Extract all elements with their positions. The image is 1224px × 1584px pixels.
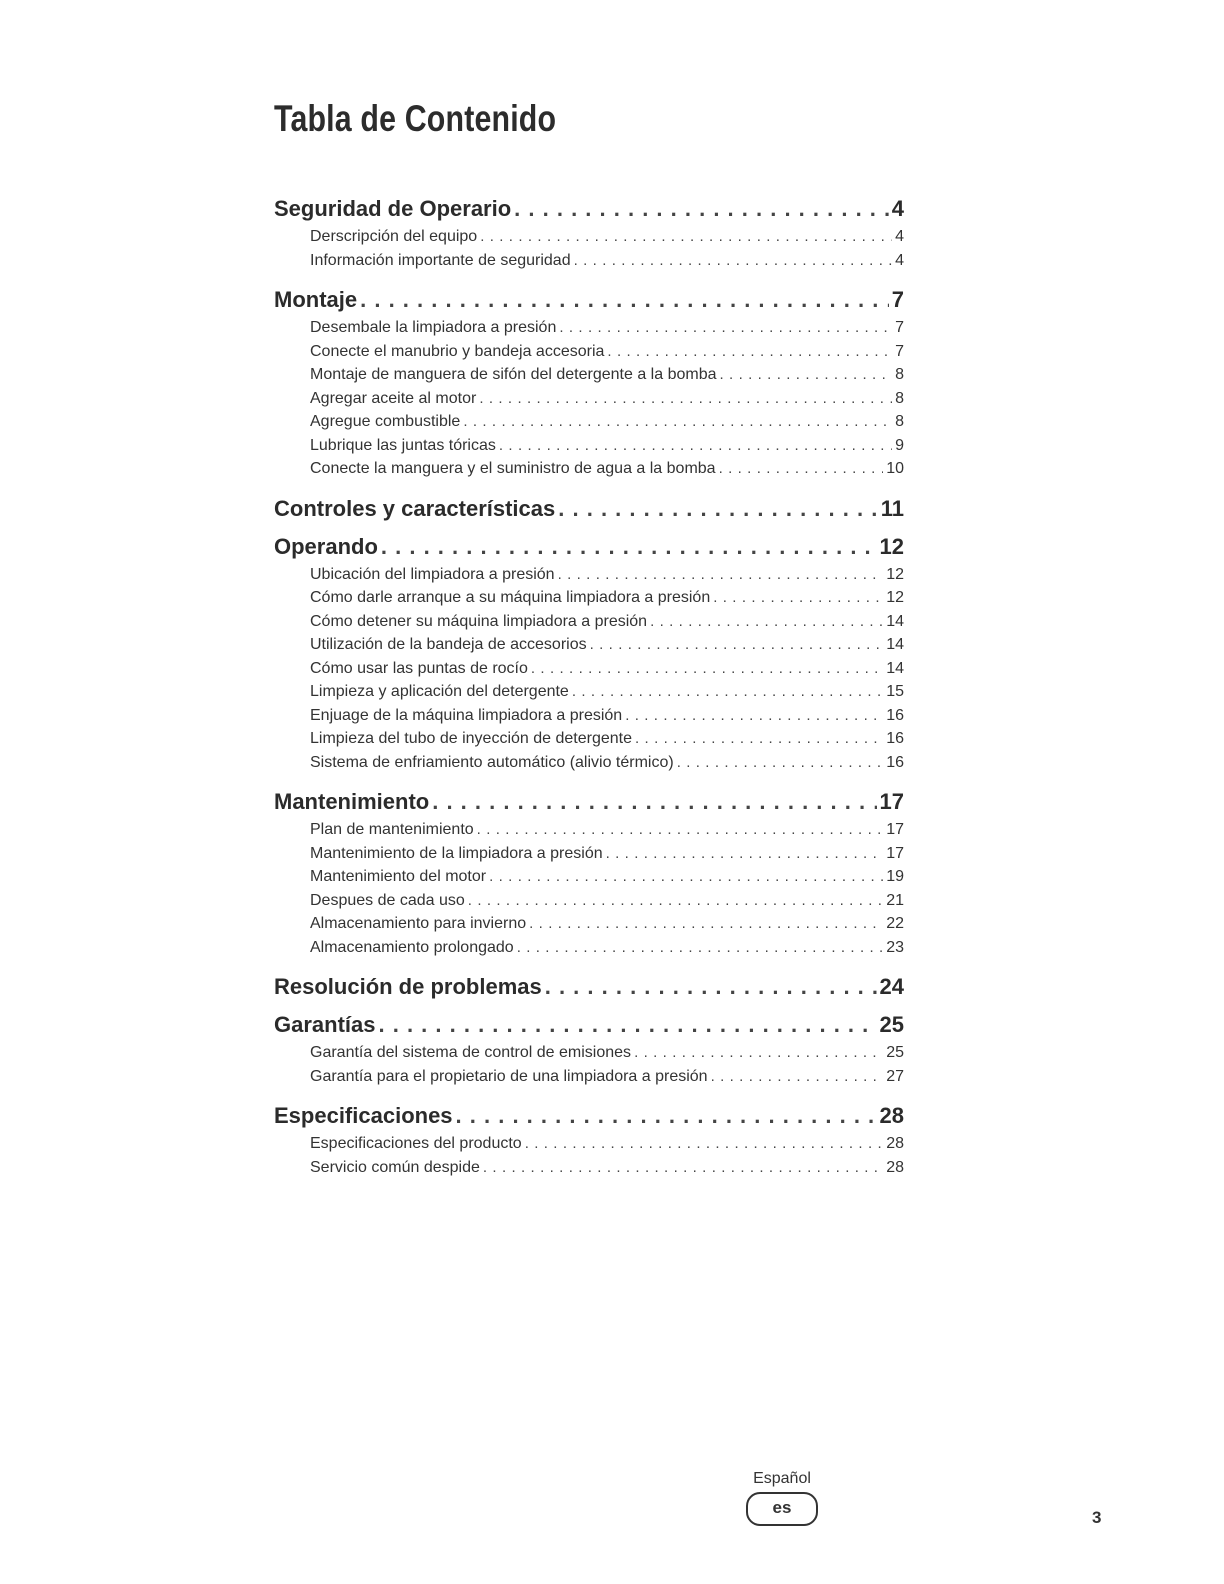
toc-item-label: Servicio común despide: [310, 1158, 480, 1176]
dot-leader: [650, 613, 883, 630]
toc-item-page: 4: [895, 251, 904, 269]
dot-leader: [559, 319, 892, 336]
toc-item-page: 12: [886, 589, 904, 606]
toc-item-label: Mantenimiento de la limpiadora a presión: [310, 844, 603, 862]
dot-leader: [635, 730, 883, 747]
dot-leader: [489, 868, 883, 885]
toc-item-label: Despues de cada uso: [310, 891, 465, 909]
toc-item-page: 7: [895, 319, 904, 336]
toc-item[interactable]: [274, 868, 904, 892]
dot-leader: [713, 589, 883, 606]
toc-item[interactable]: [274, 845, 904, 869]
toc-item-page: 12: [886, 565, 904, 583]
toc-item-page: 9: [895, 436, 904, 454]
toc-section-page: 24: [879, 974, 904, 999]
toc-item[interactable]: [274, 343, 904, 367]
toc-item-page: 17: [886, 821, 904, 838]
toc-item-page: 27: [886, 1067, 904, 1085]
toc-section-entry[interactable]: [274, 534, 904, 566]
toc-item-label: Limpieza y aplicación del detergente: [310, 683, 569, 700]
toc-item-label: Cómo detener su máquina limpiadora a presión: [310, 612, 648, 630]
dot-leader: [525, 1135, 884, 1152]
toc-item[interactable]: [274, 437, 904, 461]
dot-leader: [574, 252, 893, 269]
toc-item-page: 25: [886, 1044, 904, 1061]
toc-section: [274, 196, 904, 275]
dot-leader: [529, 915, 883, 932]
toc-item-page: 14: [886, 612, 904, 630]
toc-section-page: 12: [879, 533, 904, 559]
toc-item[interactable]: [274, 707, 904, 731]
toc-item-page: 16: [886, 753, 904, 771]
dot-leader: [379, 1012, 877, 1038]
toc-item-label: Sistema de enfriamiento automático (alivio térmico): [310, 753, 674, 771]
dot-leader: [477, 821, 884, 838]
toc-item-page: 7: [895, 342, 904, 360]
dot-leader: [572, 683, 883, 700]
toc-section: [274, 1103, 904, 1182]
toc-item-page: 22: [886, 915, 904, 932]
toc-section: [274, 789, 904, 962]
toc-section-title: Especificaciones: [274, 1103, 453, 1128]
toc-section-page: 28: [879, 1103, 904, 1128]
toc-item[interactable]: [274, 252, 904, 276]
toc-item-label: Cómo usar las puntas de rocío: [310, 659, 528, 677]
toc-section-page: 7: [891, 287, 904, 312]
toc-item-page: 8: [895, 366, 904, 383]
dot-leader: [545, 974, 877, 1000]
page-number: 3: [1092, 1508, 1102, 1527]
toc-item-page: 8: [895, 413, 904, 430]
toc-section-title: Montaje: [274, 287, 358, 312]
toc-item-label: Desembale la limpiadora a presión: [310, 319, 557, 336]
toc-item[interactable]: [274, 228, 904, 252]
toc-section-title: Resolución de problemas: [274, 974, 542, 999]
dot-leader: [517, 939, 884, 956]
toc-item-label: Agregue combustible: [310, 413, 461, 430]
toc-item-page: 28: [886, 1135, 904, 1152]
toc-item-label: Conecte el manubrio y bandeja accesoria: [310, 342, 605, 360]
toc-item-page: 14: [886, 636, 904, 653]
toc-section-page: 25: [879, 1012, 904, 1037]
toc-item-page: 10: [886, 460, 904, 477]
dot-leader: [711, 1068, 884, 1085]
toc-item-label: Montaje de manguera de sifón del detergente a la bomba: [310, 366, 717, 383]
toc-item[interactable]: [274, 892, 904, 916]
toc-item-page: 14: [886, 659, 904, 677]
toc-item-label: Especificaciones del producto: [310, 1135, 522, 1152]
toc-item[interactable]: [274, 1159, 904, 1183]
toc-section-page: 4: [891, 196, 904, 221]
toc-item[interactable]: [274, 390, 904, 414]
toc-item-page: 17: [886, 844, 904, 862]
toc-item[interactable]: [274, 1135, 904, 1159]
toc-item[interactable]: [274, 589, 904, 613]
toc-section-entry[interactable]: [274, 1012, 904, 1044]
toc-section-entry[interactable]: [274, 496, 904, 528]
dot-leader: [719, 460, 884, 477]
dot-leader: [558, 496, 877, 522]
dot-leader: [360, 287, 889, 313]
toc-section-entry[interactable]: [274, 287, 904, 319]
toc-item[interactable]: [274, 319, 904, 343]
dot-leader: [432, 789, 876, 815]
toc-item-label: Utilización de la bandeja de accesorios: [310, 636, 587, 653]
toc-item-page: 15: [886, 683, 904, 700]
toc-item-page: 16: [886, 730, 904, 747]
toc-item[interactable]: [274, 821, 904, 845]
dot-leader: [606, 845, 884, 862]
dot-leader: [634, 1044, 883, 1061]
toc-item[interactable]: [274, 413, 904, 437]
toc-item-label: Información importante de seguridad: [310, 251, 571, 269]
toc-item-page: 4: [895, 228, 904, 245]
dot-leader: [531, 660, 883, 677]
dot-leader: [480, 228, 892, 245]
toc-section-page: 11: [880, 495, 904, 521]
language-label: Español: [753, 1470, 811, 1487]
dot-leader: [479, 390, 892, 407]
toc-section-page: 17: [879, 789, 904, 814]
toc-section: [274, 534, 904, 778]
toc-section: [274, 974, 904, 1006]
toc-section-title: Controles y características: [274, 495, 556, 521]
toc-section: [274, 496, 904, 528]
dot-leader: [381, 534, 877, 560]
toc-item[interactable]: [274, 1068, 904, 1092]
dot-leader: [590, 636, 884, 653]
toc-section-title: Seguridad de Operario: [274, 196, 512, 221]
dot-leader: [463, 413, 892, 430]
dot-leader: [625, 707, 883, 724]
toc-item-label: Enjuage de la máquina limpiadora a presión: [310, 706, 623, 724]
toc-item[interactable]: [274, 613, 904, 637]
toc-section-title: Garantías: [274, 1012, 376, 1037]
toc-item[interactable]: [274, 660, 904, 684]
dot-leader: [456, 1103, 877, 1129]
toc-item-label: Cómo darle arranque a su máquina limpiadora a presión: [310, 589, 711, 606]
toc-item-page: 21: [886, 891, 904, 909]
dot-leader: [483, 1159, 883, 1176]
toc-item[interactable]: [274, 366, 904, 390]
page-title: Tabla de Contenido: [274, 98, 557, 139]
toc-item-label: Lubrique las juntas tóricas: [310, 436, 496, 454]
toc-item-label: Conecte la manguera y el suministro de agua a la bomba: [310, 460, 716, 477]
dot-leader: [468, 892, 883, 909]
toc-section-entry[interactable]: [274, 196, 904, 228]
toc-item[interactable]: [274, 566, 904, 590]
toc-section-entry[interactable]: [274, 1103, 904, 1135]
dot-leader: [677, 754, 884, 771]
table-of-contents: [274, 196, 904, 1194]
toc-section-title: Operando: [274, 533, 378, 559]
dot-leader: [499, 437, 892, 454]
toc-item-label: Plan de mantenimiento: [310, 821, 474, 838]
language-badge: es: [746, 1492, 818, 1526]
toc-item-page: 23: [886, 938, 904, 956]
dot-leader: [558, 566, 884, 583]
toc-item[interactable]: [274, 1044, 904, 1068]
toc-section-title: Mantenimiento: [274, 789, 430, 814]
toc-item-page: 19: [886, 868, 904, 885]
dot-leader: [607, 343, 892, 360]
toc-section: [274, 287, 904, 484]
toc-item-label: Garantía para el propietario de una limpiadora a presión: [310, 1067, 708, 1085]
toc-section: [274, 1012, 904, 1091]
toc-item[interactable]: [274, 636, 904, 660]
toc-item-label: Garantía del sistema de control de emisiones: [310, 1044, 632, 1061]
toc-item-label: Ubicación del limpiadora a presión: [310, 565, 555, 583]
toc-section-entry[interactable]: [274, 974, 904, 1006]
toc-item[interactable]: [274, 730, 904, 754]
toc-item-page: 28: [886, 1158, 904, 1176]
toc-item[interactable]: [274, 460, 904, 484]
dot-leader: [720, 366, 893, 383]
toc-item-page: 8: [895, 389, 904, 407]
toc-item-label: Derscripción del equipo: [310, 228, 478, 245]
toc-item-label: Limpieza del tubo de inyección de detergente: [310, 730, 632, 747]
toc-item[interactable]: [274, 915, 904, 939]
toc-item-label: Almacenamiento prolongado: [310, 938, 514, 956]
toc-item-page: 16: [886, 706, 904, 724]
dot-leader: [514, 196, 889, 222]
toc-item[interactable]: [274, 754, 904, 778]
toc-item[interactable]: [274, 683, 904, 707]
toc-item-label: Mantenimiento del motor: [310, 868, 487, 885]
toc-item-label: Agregar aceite al motor: [310, 389, 477, 407]
toc-section-entry[interactable]: [274, 789, 904, 821]
toc-item-label: Almacenamiento para invierno: [310, 915, 527, 932]
toc-item[interactable]: [274, 939, 904, 963]
